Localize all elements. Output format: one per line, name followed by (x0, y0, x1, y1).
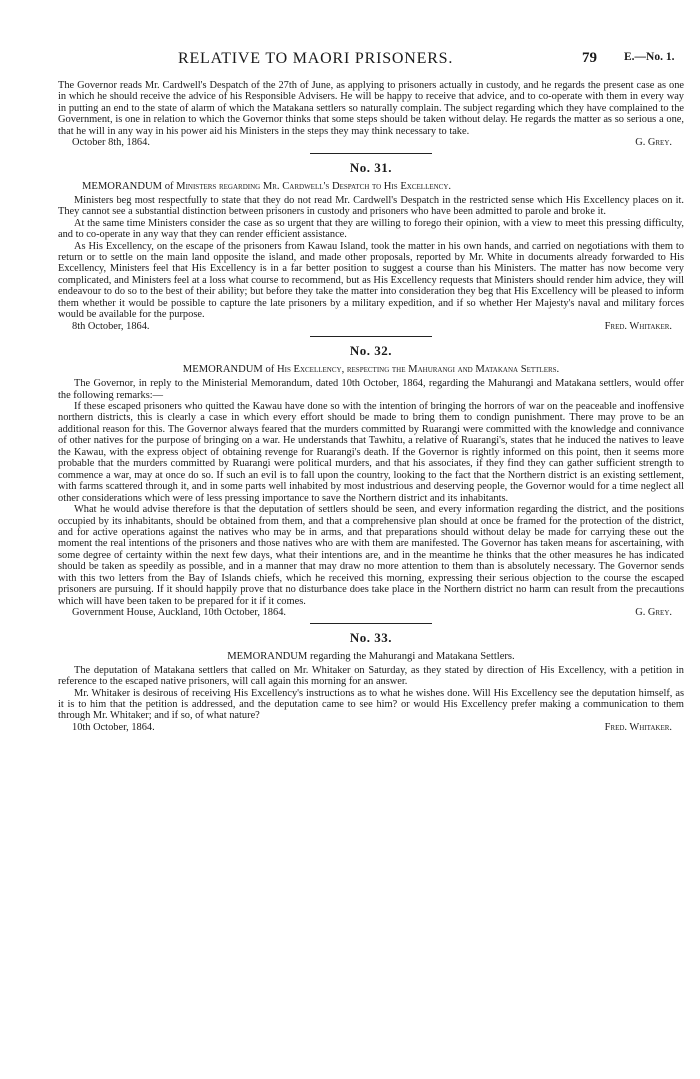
no31-signoff (58, 321, 684, 332)
memo-title-31-lead: MEMORANDUM of (82, 180, 177, 192)
intro-signature: G. Grey. (635, 137, 672, 149)
paragraph: If these escaped prisoners who quitted the Kawau have done so with the intention of bringing the horrors of war on the peaceable and inoffensive northern districts, this is clearly a case in which every effort should be made to bring them to condign punishment. There may prove to be an additional reason for this. The Governor always feared that the murders committed by Ruarangi were committed with the knowledge and connivance of other natives for the purpose of bringing on a war. He understands that Tawhitu, a relative of Ruarangi's, states that he induced the natives to leave the Kawau, with the express object of obtaining revenge for Ruarangi's death. If the Governor is rightly informed on this point, then it seems more probable that the murders committed by Ruarangi were political murders, and that his associates, if they find they can gather sufficient strength to commence a war, may at once do so. If such an evil is to fall upon the country, looking to the fact that the Northern district is an existing settlement, with farms scattered through it, and in some parts well inhabited by most industrious and deserving people, the Governor would for a time neglect all other considerations which were of less pressing importance to save the Northern district and its inhabitants. (58, 401, 684, 504)
section-no-33 (58, 630, 684, 734)
paragraph: Ministers beg most respectfully to state that they do not read Mr. Cardwell's Despatch in the restricted sense which His Excellency places on it. They cannot see a substantial distinction between prisoners in custody and prisoners who have been admitted to parole and broke it. (58, 194, 684, 218)
intro-signoff (58, 137, 684, 148)
page-header (58, 50, 684, 80)
intro-paragraph: The Governor reads Mr. Cardwell's Despatch of the 27th of June, as applying to prisoners actually in custody, and he regards the present case as one in which he should receive the advice of his Responsible Advisers. He will be happy to receive that advice, and to co-operate with them in every way in putting an end to the state of alarm of which the Matakana settlers so naturally complain. The subject regarding which they have complained to the Government, is one in relation to which the Governor thinks that some steps should be taken without delay. He regards the matter as so serious a one, that he will in any way in his power aid his Ministers in the steps they may think necessary to take. (58, 80, 684, 137)
section-no-31 (58, 160, 684, 332)
paragraph: The deputation of Matakana settlers that called on Mr. Whitaker on Saturday, as they stated by direction of His Excellency, with a petition in reference to the escaped native prisoners, will call again this morning for an answer. (58, 664, 684, 688)
no31-signature: Fred. Whitaker. (604, 320, 672, 332)
intro-date: October 8th, 1864. (72, 137, 150, 149)
section-heading-31: No. 31. (349, 159, 393, 175)
page-number: 79 (582, 50, 597, 66)
section-heading-33: No. 33. (349, 629, 393, 645)
paragraph: At the same time Ministers consider the case as so urgent that they are willing to forego their opinion, with a view to meet this pressing difficulty, and to co-operate in any way that they can render efficient assistance. (58, 217, 684, 241)
paper-reference: E.—No. 1. (624, 51, 675, 63)
no33-signature: Fred. Whitaker. (604, 721, 672, 733)
memo-title-32-rest: His Excellency, respecting the Mahurangi and Matakana Settlers. (276, 364, 560, 376)
no33-date: 10th October, 1864. (72, 721, 155, 733)
paragraph: As His Excellency, on the escape of the prisoners from Kawau Island, took the matter in his own hands, and carried on negotiations with them to return or to settle on the main land opposite the island, and made other proposals, reported by Mr. White in documents already forwarded to His Excellency, Ministers feel that His Excellency is in a far better position to suggest a course than his Ministers. The matter has now become very complicated, and Ministers feel at a loss what course to recommend, but as His Excellency requests that Ministers should render him advice, they will endeavour to do so to the best of their ability; but before they take the matter into consideration they beg that His Excellency will be pleased to inform them whether it would be possible to capture the late prisoners by a military expedition, and if so whether Her Majesty's naval and military forces would be available for the purpose. (58, 240, 684, 321)
memo-title-32-lead: MEMORANDUM of (182, 364, 277, 376)
document-page (58, 50, 684, 733)
memo-title-33: MEMORANDUM regarding the Mahurangi and Matakana Settlers. (227, 650, 515, 662)
memo-title-31 (58, 181, 684, 193)
paragraph: What he would advise therefore is that the deputation of settlers should be seen, and every information regarding the district, and the positions occupied by its inhabitants, should be obtained from them, and that a comprehensive plan should at once be framed for the protection of the district, and for active operations against the natives who may be in arms, and that preparations should without delay be made for carrying these out the moment the real intentions of the prisoners and those natives who are with them are manifested. The Governor has taken means for ascertaining, with some degree of certainty within the next few days, what their intentions are, and in the meantime he thinks that the other measures he has indicated should be taken as speedily as possible, and in a manner that may draw no more attention to them than is absolutely necessary. The Governor sends with this two letters from the Bay of Islands chiefs, which he received this morning, expressing their serious objection to the course the escaped prisoners are pursuing. If it should happily prove that no disturbance does take place in the Northern district no harm can result from the precautions which will have been taken to be prepared for it if it comes. (58, 504, 684, 607)
no32-signature: G. Grey. (635, 607, 672, 619)
no31-date: 8th October, 1864. (72, 320, 150, 332)
section-divider (310, 153, 432, 154)
section-divider (310, 623, 432, 624)
intro-section (58, 80, 684, 149)
no33-signoff (58, 722, 684, 733)
no32-signoff (58, 607, 684, 618)
memo-title-32 (58, 364, 684, 376)
paragraph: Mr. Whitaker is desirous of receiving His Excellency's instructions as to what he wishes done. Will His Excellency see the deputation himself, as it is to him that the petition is addressed, and the deputation came to see him? or would His Excellency prefer making a communication to them through Mr. Whitaker; and if so, of what nature? (58, 687, 684, 722)
running-title: RELATIVE TO MAORI PRISONERS. (178, 50, 454, 67)
paragraph: The Governor, in reply to the Ministerial Memorandum, dated 10th October, 1864, regarding the Mahurangi and Matakana settlers, would offer the following remarks:— (58, 378, 684, 401)
section-heading-32: No. 32. (349, 343, 393, 359)
section-divider (310, 336, 432, 337)
section-no-32 (58, 343, 684, 619)
no32-date: Government House, Auckland, 10th October, 1864. (72, 607, 286, 619)
memo-title-31-rest: Ministers regarding Mr. Cardwell's Despatch to His Excellency. (176, 180, 452, 192)
